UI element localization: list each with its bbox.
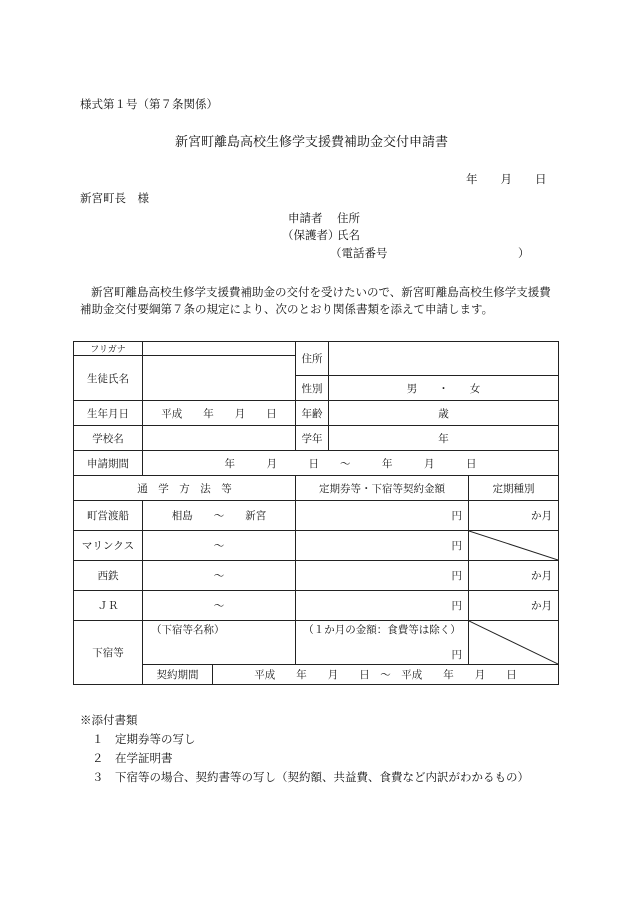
commute-route[interactable]: ～ bbox=[143, 591, 296, 621]
contract-period-field[interactable]: 平成 年 月 日 ～ 平成 年 月 日 bbox=[213, 665, 559, 685]
lodging-fee-note: （１か月の金額：食費等は除く） bbox=[303, 624, 461, 636]
address-field[interactable] bbox=[329, 342, 559, 376]
diagonal-strike-line bbox=[469, 531, 558, 560]
body-text: 新宮町離島高校生修学支援費補助金の交付を受けたいので、新宮町離島高校生修学支援費補助金交付要綱第７条の規定により、次のとおり関係書類を添えて申請します。 bbox=[80, 285, 551, 316]
pass-field-struck bbox=[469, 531, 559, 561]
lodging-name-label: （下宿等名称） bbox=[151, 624, 225, 636]
commute-route[interactable]: 相島 ～ 新宮 bbox=[143, 501, 296, 531]
birthdate-field[interactable]: 平成 年 月 日 bbox=[143, 401, 296, 426]
birthdate-label: 生年月日 bbox=[74, 401, 143, 426]
pass-field[interactable]: か月 bbox=[469, 591, 559, 621]
period-label: 申請期間 bbox=[74, 451, 143, 476]
lodging-name-field[interactable] bbox=[143, 621, 296, 665]
commute-label: ＪＲ bbox=[74, 591, 143, 621]
applicant-role: 申請者 bbox=[288, 211, 323, 225]
page-title: 新宮町離島高校生修学支援費補助金交付申請書 bbox=[175, 135, 449, 150]
period-field[interactable]: 年 月 日 ～ 年 月 日 bbox=[143, 451, 559, 476]
fee-field[interactable]: 円 bbox=[296, 531, 469, 561]
pass-field[interactable]: か月 bbox=[469, 501, 559, 531]
name-label: 氏名 bbox=[337, 228, 360, 242]
lodging-fee-field[interactable] bbox=[296, 621, 469, 665]
lodging-pass-struck bbox=[469, 621, 559, 665]
attachment-item: １ 定期券等の写し bbox=[92, 732, 196, 746]
lodging-fee-unit: 円 bbox=[451, 649, 463, 661]
table-row bbox=[74, 531, 559, 561]
phone-label: （電話番号 bbox=[330, 246, 388, 260]
attachments-heading: ※添付書類 bbox=[80, 713, 138, 727]
contract-period-label: 契約期間 bbox=[143, 665, 213, 685]
gender-label: 性別 bbox=[296, 376, 329, 401]
commute-label: 西鉄 bbox=[74, 561, 143, 591]
commute-route[interactable]: ～ bbox=[143, 561, 296, 591]
furigana-label: フリガナ bbox=[74, 342, 143, 356]
fee-field[interactable]: 円 bbox=[296, 501, 469, 531]
table-row bbox=[74, 501, 559, 531]
attachments-section bbox=[80, 711, 529, 787]
furigana-field[interactable] bbox=[143, 342, 296, 356]
table-row bbox=[74, 561, 559, 591]
grade-field[interactable]: 年 bbox=[329, 426, 559, 451]
school-field[interactable] bbox=[143, 426, 296, 451]
fee-header: 定期券等・下宿等契約金額 bbox=[296, 476, 469, 501]
fee-field[interactable]: 円 bbox=[296, 591, 469, 621]
attachment-item: ３ 下宿等の場合、契約書等の写し（契約額、共益費、食費など内訳がわかるもの） bbox=[92, 770, 529, 784]
guardian-label: （保護者） bbox=[282, 228, 340, 242]
gender-options[interactable]: 男 ・ 女 bbox=[329, 376, 559, 401]
commute-header: 通 学 方 法 等 bbox=[74, 476, 296, 501]
commute-label: マリンクス bbox=[74, 531, 143, 561]
commute-label: 町営渡船 bbox=[74, 501, 143, 531]
addressee: 新宮町長 様 bbox=[80, 191, 149, 205]
fee-field[interactable]: 円 bbox=[296, 561, 469, 591]
pass-type-header: 定期種別 bbox=[469, 476, 559, 501]
form-number: 様式第１号（第７条関係） bbox=[80, 97, 218, 111]
age-field[interactable]: 歳 bbox=[329, 401, 559, 426]
diagonal-strike-line bbox=[469, 621, 558, 664]
pass-field[interactable]: か月 bbox=[469, 561, 559, 591]
age-label: 年齢 bbox=[296, 401, 329, 426]
student-name-label: 生徒氏名 bbox=[74, 356, 143, 401]
table-row bbox=[74, 591, 559, 621]
attachment-item: ２ 在学証明書 bbox=[92, 751, 173, 765]
address-cell-label: 住所 bbox=[296, 342, 329, 376]
application-table bbox=[73, 341, 559, 685]
student-name-field[interactable] bbox=[143, 356, 296, 401]
grade-label: 学年 bbox=[296, 426, 329, 451]
phone-close: ） bbox=[518, 246, 530, 260]
school-label: 学校名 bbox=[74, 426, 143, 451]
date-line: 年 月 日 bbox=[466, 172, 547, 186]
lodging-label: 下宿等 bbox=[74, 621, 143, 685]
address-label: 住所 bbox=[337, 211, 360, 225]
commute-route[interactable]: ～ bbox=[143, 531, 296, 561]
